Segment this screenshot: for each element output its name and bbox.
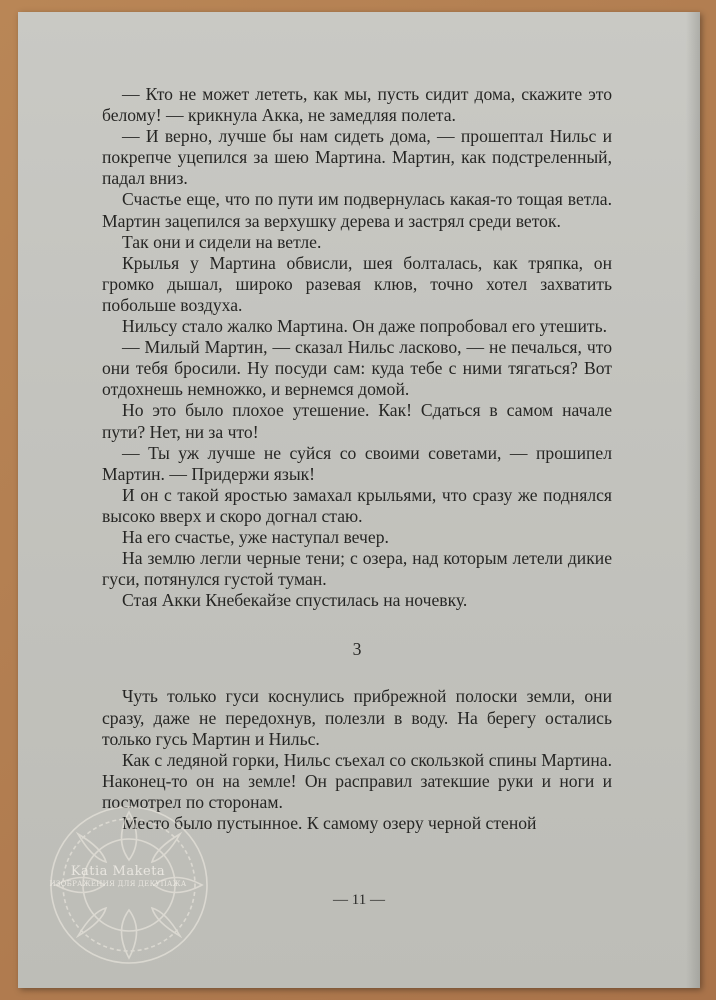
paragraph: — Кто не может лететь, как мы, пусть сидит дома, скажите это белому! — крикнула Акка, не замедляя полета. <box>102 84 612 126</box>
paragraph: Но это было плохое утешение. Как! Сдаться в самом начале пути? Нет, ни за что! <box>102 400 612 442</box>
page-text-block <box>102 84 612 834</box>
paragraph: И он с такой яростью замахал крыльями, что сразу же поднялся высоко вверх и скоро догнал стаю. <box>102 484 612 526</box>
paragraph: Так они и сидели на ветле. <box>122 231 322 252</box>
watermark-text <box>28 864 208 888</box>
watermark-title: Katia Maketa <box>70 864 166 879</box>
paragraph: Счастье еще, что по пути им подвернулась какая-то тощая ветла. Мартин зацепился за верхушку дерева и застрял среди веток. <box>102 189 612 231</box>
paragraph: Как с ледяной горки, Нильс съехал со скользкой спины Мартина. Наконец-то он на земле! Он расправил затекшие руки и ноги и посмотрел по сторонам. <box>102 749 612 812</box>
paragraph: Место было пустынное. К самому озеру черной стеной <box>122 813 537 833</box>
paragraph: — Милый Мартин, — сказал Нильс ласково, — не печалься, что они тебя бросили. Ну посуди сам: куда тебе с ними тягаться? Вот отдохнешь немножко, и вернемся домой. <box>102 337 612 400</box>
paragraph: На его счастье, уже наступал вечер. <box>122 526 389 547</box>
paragraph: Чуть только гуси коснулись прибрежной полоски земли, они сразу, даже не передохнув, полезли в воду. На берегу остались только гусь Мартин и Нильс. <box>102 686 612 749</box>
paragraph: — Ты уж лучше не суйся со своими советами, — прошипел Мартин. — Придержи язык! <box>102 442 612 484</box>
paragraph: Нильсу стало жалко Мартина. Он даже попробовал его утешить. <box>122 316 607 337</box>
page-edge-shadow <box>686 12 700 988</box>
paragraph: Стая Акки Кнебекайзе спустилась на ночевку. <box>122 590 468 611</box>
paragraph: — И верно, лучше бы нам сидеть дома, — прошептал Нильс и покрепче уцепился за шею Мартина. Мартин, как подстреленный, падал вниз. <box>102 126 612 189</box>
paragraph: Крылья у Мартина обвисли, шея болталась, как тряпка, он громко дышал, широко разевая клюв, точно хотел захватить побольше воздуха. <box>102 252 612 315</box>
watermark-subtitle: ИЗОБРАЖЕНИЯ ДЛЯ ДЕКУПАЖА <box>49 880 187 888</box>
chapter-number: 3 <box>352 639 362 660</box>
page-number: — 11 — <box>333 892 385 908</box>
paragraph: На землю легли черные тени; с озера, над которым летели дикие гуси, потянулся густой туман. <box>102 548 612 590</box>
